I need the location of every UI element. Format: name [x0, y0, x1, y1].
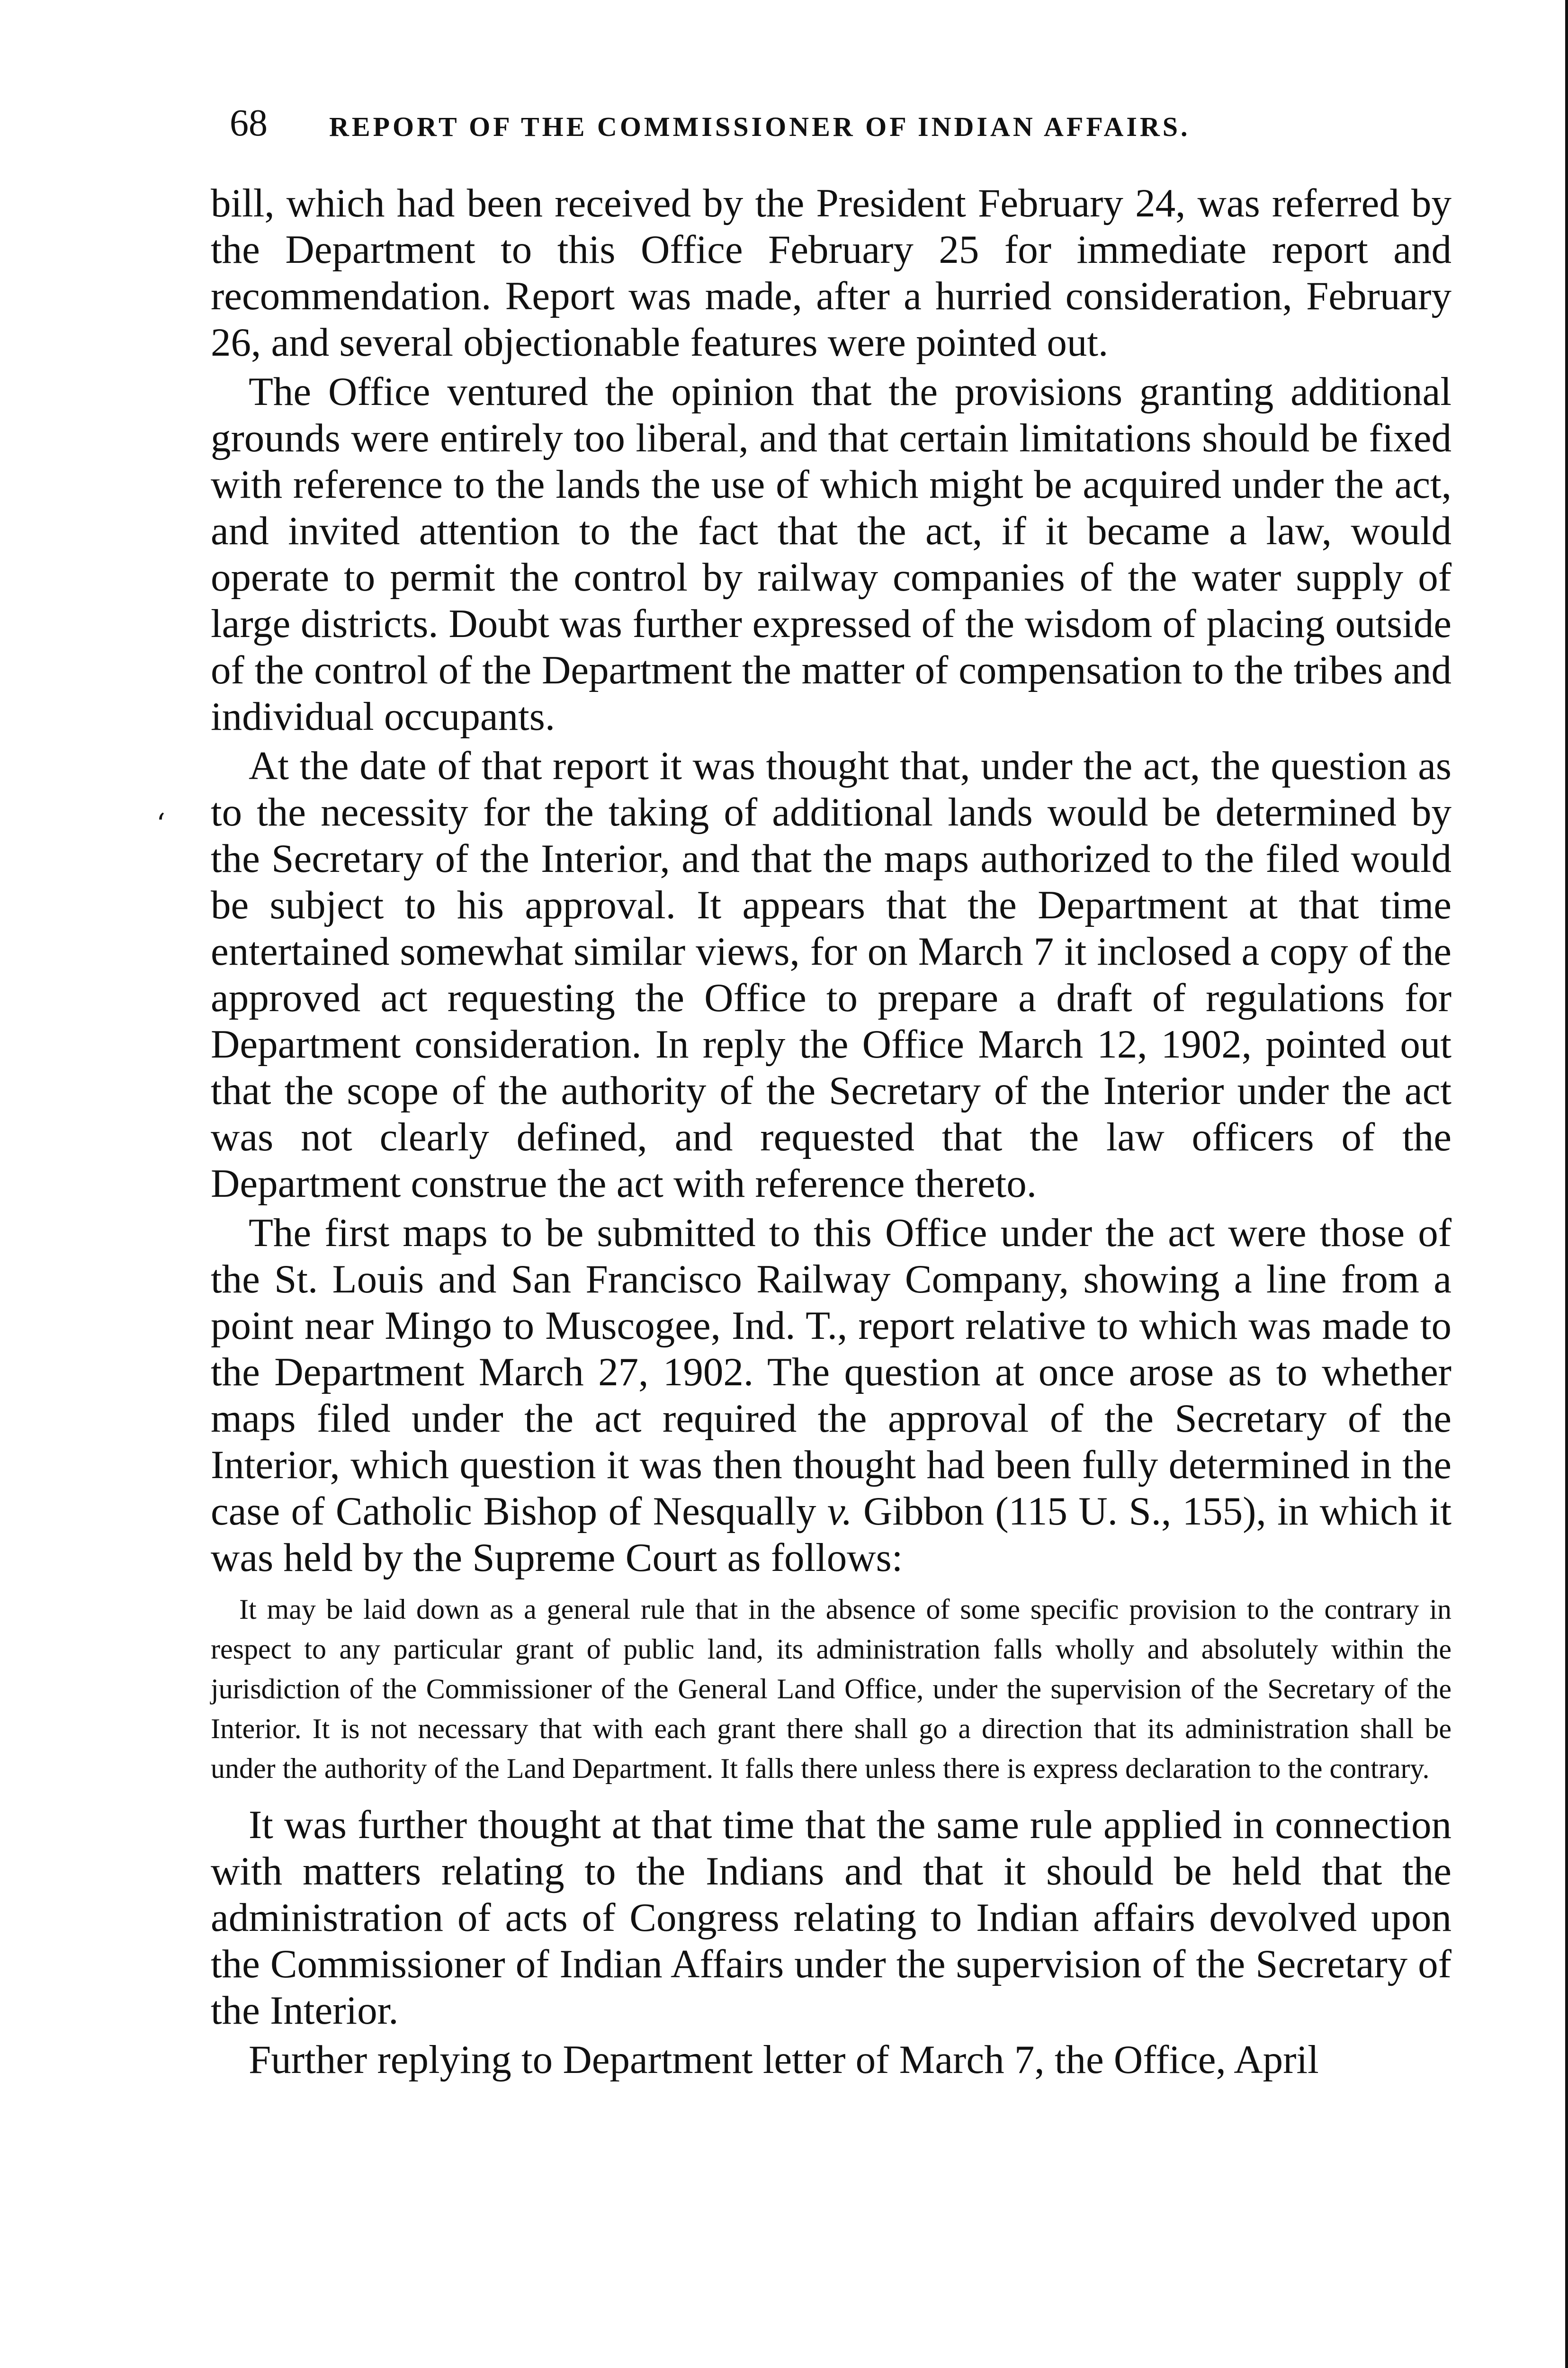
paragraph-5: It was further thought at that time that the same rule applied in connection with matters relating to the Indians and that it should be held that the administration of acts of Congress relating to Indian affairs devolved upon the Commissioner of Indian Affairs under the supervision of the Secretary of the Interior. — [211, 1803, 1452, 2033]
text-block — [211, 180, 1452, 2086]
paragraph-4-versus: v. — [827, 1489, 852, 1534]
paragraph-4-text-b: Gibbon (115 U. S., 155), in which it was held by the Supreme Court as follows: — [211, 1489, 1452, 1580]
margin-mark: ‘ — [156, 807, 166, 841]
running-head — [230, 97, 1452, 149]
paragraph-2: The Office ventured the opinion that the provisions granting additional grounds were entirely too liberal, and that certain limitations should be fixed with reference to the lands the use of which might be acquired under the act, and invited attention to the fact that the act, if it became a law, would operate to permit the control by railway companies of the water supply of large districts. Doubt was further expressed of the wisdom of placing outside of the control of the Department the matter of compensation to the tribes and individual occupants. — [211, 369, 1452, 739]
paragraph-3: At the date of that report it was thought that, under the act, the question as to the necessity for the taking of additional lands would be determined by the Secretary of the Interior, and that the maps authorized to the filed would be subject to his approval. It appears that the Department at that time entertained somewhat similar views, for on March 7 it inclosed a copy of the approved act requesting the Office to prepare a draft of regulations for Department consideration. In reply the Office March 12, 1902, pointed out that the scope of the authority of the Secretary of the Interior under the act was not clearly defined, and requested that the law officers of the Department construe the act with reference thereto. — [211, 744, 1452, 1206]
paragraph-4-text-a: The first maps to be submitted to this Office under the act were those of the St. Louis and San Francisco Railway Company, showing a line from a point near Mingo to Muscogee, Ind. T., report relative to which was made to the Department March 27, 1902. The question at once arose as to whether maps filed under the act required the approval of the Secretary of the Interior, which question it was then thought had been fully determined in the case of Catholic Bishop of Nesqually — [211, 1211, 1452, 1534]
paragraph-6: Further replying to Department letter of March 7, the Office, April — [249, 2037, 1319, 2082]
court-quotation: It may be laid down as a general rule that in the absence of some specific provision to the contrary in respect to any particular grant of public land, its administration falls wholly and absolutely within the jurisdiction of the Commissioner of the General Land Office, under the supervision of the Secretary of the Interior. It is not necessary that with each grant there shall go a direction that its administration shall be under the authority of the Land Department. It falls there unless there is express declaration to the contrary. — [211, 1594, 1452, 1784]
paragraph-1: bill, which had been received by the President February 24, was referred by the Department to this Office February 25 for immediate report and recommendation. Report was made, after a hurried consideration, February 26, and several objectionable features were pointed out. — [211, 181, 1452, 365]
paragraph-4 — [211, 1210, 1452, 1581]
page-number: 68 — [230, 102, 268, 144]
page-edge-right — [1565, 0, 1568, 2368]
running-title: REPORT OF THE COMMISSIONER OF INDIAN AFFAIRS. — [329, 111, 1191, 142]
